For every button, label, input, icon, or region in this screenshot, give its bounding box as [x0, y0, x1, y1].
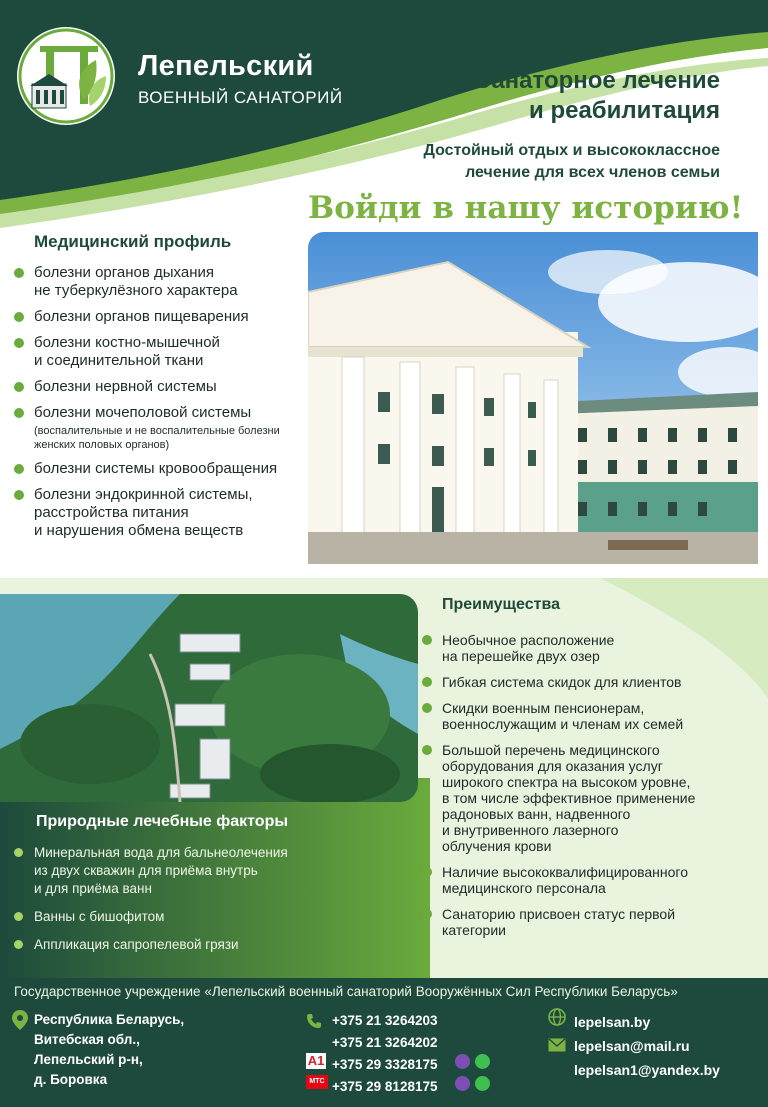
phone-numbers [332, 1010, 437, 1098]
item-note: (воспалительные и не воспалительные болезни женских половых органов) [34, 425, 280, 451]
item-text: Гибкая система скидок для клиентов [442, 674, 682, 690]
list-item [14, 308, 304, 326]
web-contacts [574, 1010, 720, 1082]
address-line: Витебская обл., [34, 1032, 140, 1047]
medical-profile-title: Медицинский профиль [34, 232, 232, 251]
phone-number[interactable]: +375 21 3264203 [332, 1013, 438, 1028]
email-link[interactable]: lepelsan1@yandex.by [574, 1062, 720, 1078]
bullet-icon [422, 703, 432, 713]
phone-number[interactable]: +375 21 3264202 [332, 1035, 438, 1050]
institution-name: Государственное учреждение «Лепельский военный санаторий Вооружённых Сил Республики Беларусь» [14, 984, 678, 999]
bullet-icon [14, 940, 23, 949]
address-line: Лепельский р-н, [34, 1052, 143, 1067]
list-item [14, 378, 304, 396]
viber-icon [455, 1054, 470, 1069]
address-line: д. Боровка [34, 1072, 108, 1087]
item-text: Скидки военным пенсионерам, военнослужащим и членам их семей [442, 700, 684, 732]
list-item [14, 404, 304, 452]
bullet-icon [422, 745, 432, 755]
bullet-icon [422, 909, 432, 919]
list-item [422, 632, 758, 664]
item-text: Санаторию присвоен статус первой категории [442, 906, 676, 938]
list-item [14, 844, 314, 898]
list-item [422, 700, 758, 732]
bullet-icon [14, 268, 24, 278]
sanatorium-building-photo [308, 232, 758, 564]
item-text: не туберкулёзного характера [34, 282, 238, 299]
main-headline [474, 66, 720, 126]
list-item [14, 908, 314, 926]
item-text: болезни системы кровообращения [34, 460, 278, 477]
item-text: Необычное расположение на перешейке двух озер [442, 632, 615, 664]
item-text: и нарушения обмена веществ [34, 522, 244, 539]
natural-factors-list [14, 844, 314, 964]
item-text: болезни органов пищеварения [34, 308, 249, 325]
bullet-icon [14, 408, 24, 418]
item-text: болезни нервной системы [34, 378, 217, 395]
bullet-icon [422, 677, 432, 687]
whatsapp-icon [475, 1076, 490, 1091]
bullet-icon [14, 490, 24, 500]
list-item [422, 906, 758, 938]
bullet-icon [14, 382, 24, 392]
item-text: Большой перечень медицинского оборудования для оказания услуг широкого спектра на высоком уровне, в том числе эффективное применение радоновых ванн, надвенного и внутривенного лазерного облучения крови [442, 742, 696, 854]
bullet-icon [422, 635, 432, 645]
phone-number[interactable]: +375 29 3328175 [332, 1057, 438, 1072]
slogan: Войди в нашу историю! [308, 190, 744, 226]
tagline-line-2: лечение для всех членов семьи [465, 164, 720, 181]
list-item [422, 864, 758, 896]
item-text: Наличие высококвалифицированного медицинского персонала [442, 864, 689, 896]
sanatorium-logo [14, 24, 118, 128]
item-text: расстройства питания [34, 504, 189, 521]
a1-operator-icon: A1 [307, 1053, 325, 1068]
aerial-view-photo [0, 594, 418, 802]
list-item [14, 936, 314, 954]
whatsapp-icon [475, 1054, 490, 1069]
item-text: болезни эндокринной системы, [34, 486, 253, 503]
list-item [14, 264, 304, 300]
address-line: Республика Беларусь, [34, 1012, 185, 1027]
viber-icon [455, 1076, 470, 1091]
item-text: болезни мочеполовой системы [34, 404, 252, 421]
natural-factors-title: Природные лечебные факторы [36, 813, 288, 830]
item-text: болезни органов дыхания [34, 264, 214, 281]
item-text: из двух скважин для приёма внутрь [34, 863, 258, 878]
address [34, 1010, 184, 1090]
advantages-list [422, 632, 758, 948]
tagline-line-1: Достойный отдых и высококлассное [423, 142, 720, 159]
bullet-icon [14, 338, 24, 348]
location-pin-icon [12, 1010, 28, 1030]
list-item [14, 486, 304, 540]
advantages-title: Преимущества [442, 596, 560, 613]
list-item [14, 460, 304, 478]
mail-icon [548, 1038, 566, 1052]
item-text: Минеральная вода для бальнеолечения [34, 845, 288, 860]
item-text: Аппликация сапропелевой грязи [34, 937, 239, 952]
item-text: и для приёма ванн [34, 881, 152, 896]
item-text: и соединительной ткани [34, 352, 204, 369]
phone-number[interactable]: +375 29 8128175 [332, 1079, 438, 1094]
item-text: Ванны с бишофитом [34, 909, 165, 924]
website-link[interactable]: lepelsan.by [574, 1014, 651, 1030]
list-item [422, 742, 758, 854]
bullet-icon [14, 912, 23, 921]
list-item [422, 674, 758, 690]
globe-icon [548, 1008, 566, 1026]
bullet-icon [422, 867, 432, 877]
email-link[interactable]: lepelsan@mail.ru [574, 1038, 690, 1054]
headline-line-1: Санаторное лечение [473, 67, 720, 94]
bullet-icon [14, 848, 23, 857]
bullet-icon [14, 464, 24, 474]
tagline [424, 140, 720, 184]
brand-name: Лепельский [138, 50, 314, 82]
mts-operator-icon: МТС [306, 1075, 328, 1089]
item-text: болезни костно-мышечной [34, 334, 220, 351]
bullet-icon [14, 312, 24, 322]
phone-icon [306, 1013, 322, 1029]
brand-subtitle: ВОЕННЫЙ САНАТОРИЙ [138, 88, 343, 107]
headline-line-2: и реабилитация [529, 97, 720, 124]
medical-profile-list [14, 264, 304, 548]
list-item [14, 334, 304, 370]
